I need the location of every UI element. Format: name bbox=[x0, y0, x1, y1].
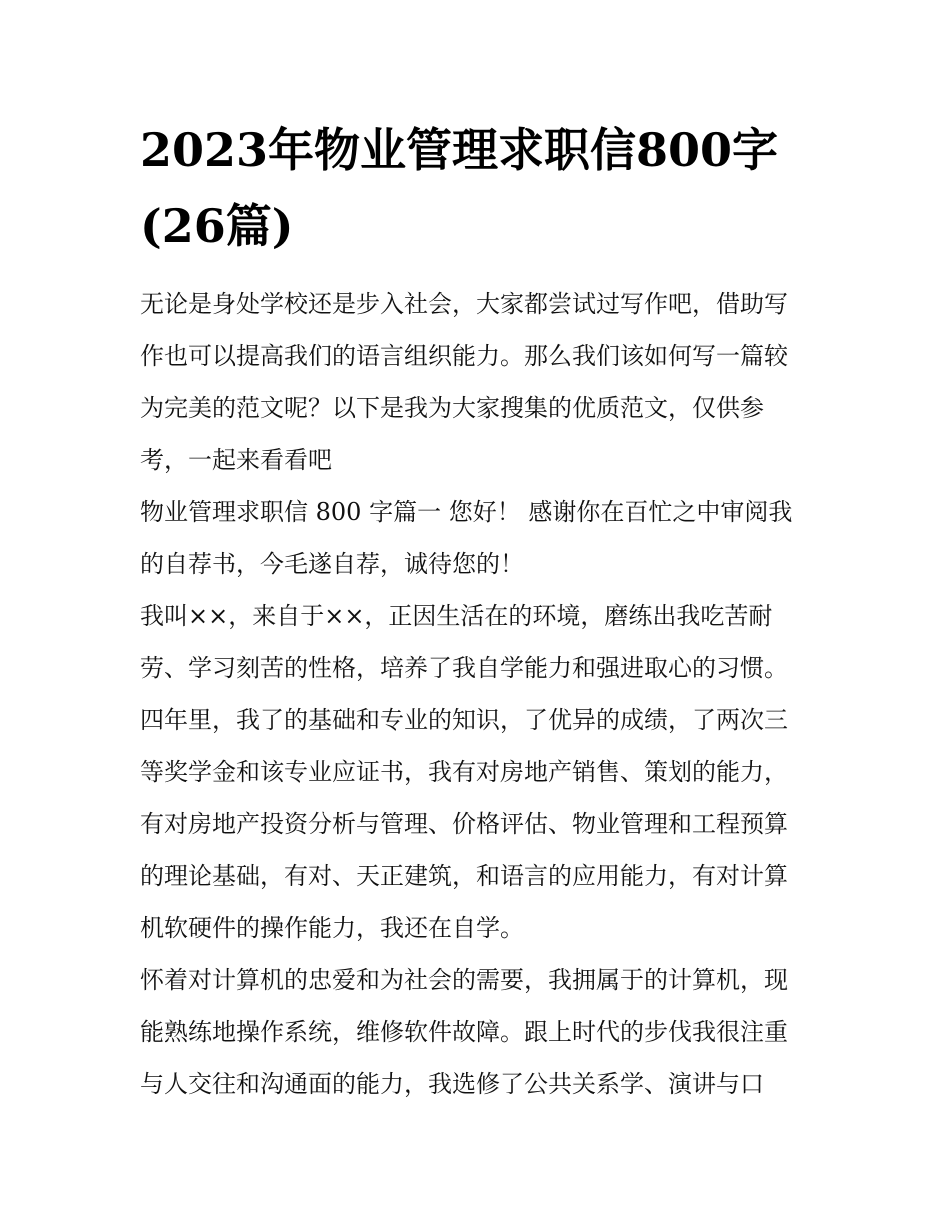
body-line: 考，一起来看看吧 bbox=[140, 446, 332, 474]
body-line: 与人交往和沟通面的能力，我选修了公共关系学、演讲与口 bbox=[140, 1070, 764, 1098]
document-title: 2023年物业管理求职信800字(26篇) bbox=[140, 123, 779, 253]
body-line: 能熟练地操作系统，维修软件故障。跟上时代的步伐我很注重 bbox=[140, 1018, 788, 1046]
body-line: 怀着对计算机的忠爱和为社会的需要，我拥属于的计算机，现 bbox=[140, 966, 788, 994]
body-line: 无论是身处学校还是步入社会，大家都尝试过写作吧，借助写 bbox=[140, 290, 788, 318]
body-line: 为完美的范文呢？以下是我为大家搜集的优质范文，仅供参 bbox=[140, 394, 764, 422]
body-line: 物业管理求职信 800 字篇一 您好！ 感谢你在百忙之中审阅我 bbox=[140, 498, 793, 526]
body-line: 作也可以提高我们的语言组织能力。那么我们该如何写一篇较 bbox=[140, 342, 788, 370]
body-line: 我叫××，来自于××，正因生活在的环境，磨练出我吃苦耐 bbox=[140, 602, 773, 630]
body-line: 劳、学习刻苦的性格，培养了我自学能力和强进取心的习惯。 bbox=[140, 654, 788, 682]
body-line: 的自荐书，今毛遂自荐，诚待您的！ bbox=[140, 550, 524, 578]
body-line: 四年里，我了的基础和专业的知识，了优异的成绩，了两次三 bbox=[140, 706, 788, 734]
body-line: 等奖学金和该专业应证书，我有对房地产销售、策划的能力， bbox=[140, 758, 788, 786]
body-line: 机软硬件的操作能力，我还在自学。 bbox=[140, 914, 524, 942]
body-line: 的理论基础，有对、天正建筑，和语言的应用能力，有对计算 bbox=[140, 862, 788, 890]
document-body bbox=[140, 278, 820, 1110]
body-line: 有对房地产投资分析与管理、价格评估、物业管理和工程预算 bbox=[140, 810, 788, 838]
